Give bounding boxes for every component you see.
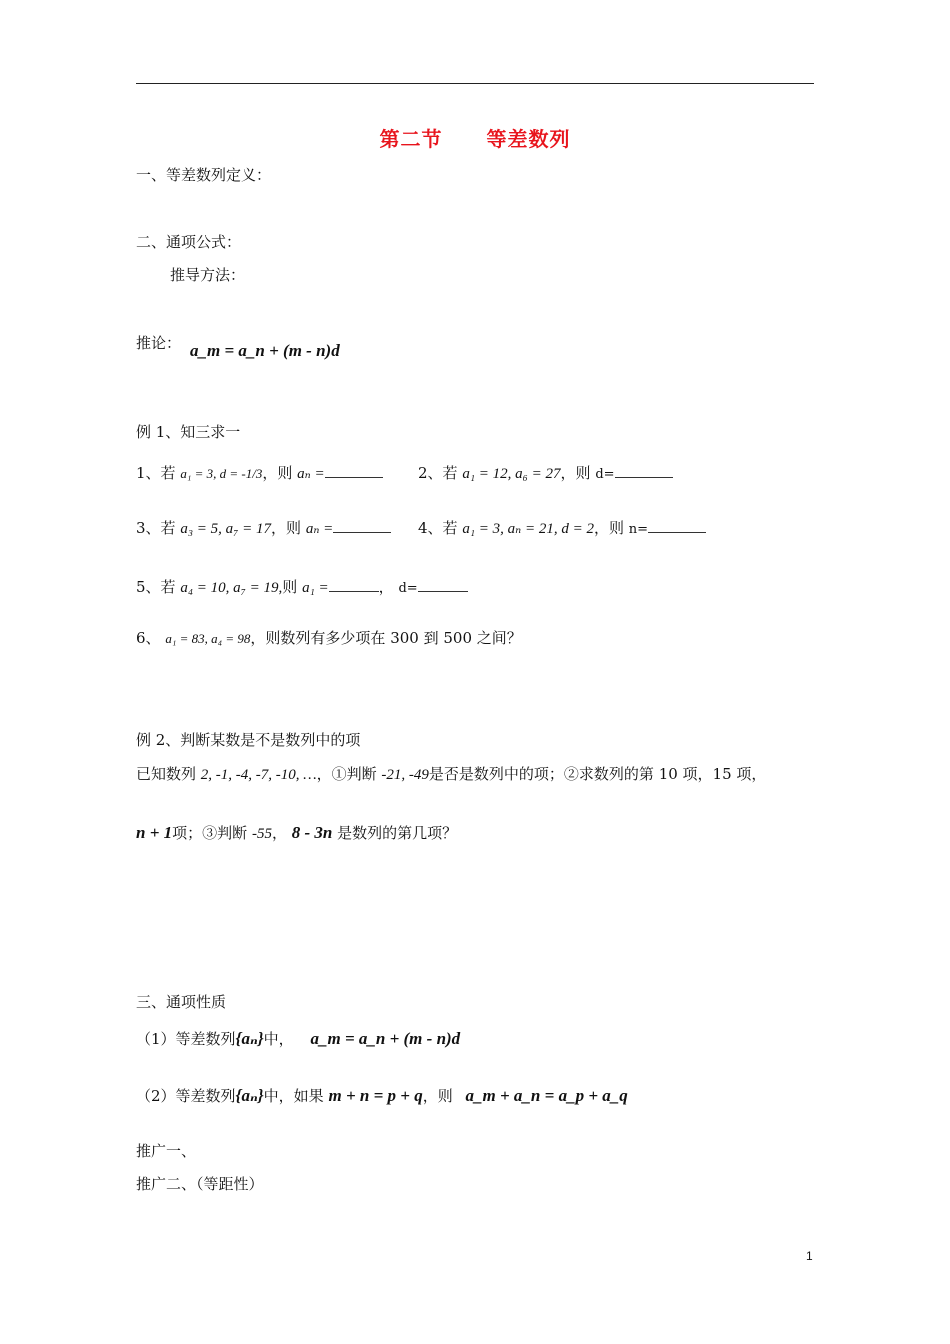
- p1-label: （1）等差数列: [136, 1030, 236, 1048]
- question-2: [418, 462, 673, 483]
- ex2-expr-n-plus-1: n + 1: [136, 823, 173, 842]
- q1-target: aₙ =: [297, 466, 325, 482]
- example1-title: 例 1、知三求一: [136, 423, 241, 441]
- q2-condition: a₁ = 12, a₆ = 27: [462, 466, 561, 482]
- q3-target: aₙ =: [305, 521, 334, 537]
- q3-answer-blank: [333, 520, 391, 533]
- ex2-term-text: 项；③判断: [172, 824, 248, 842]
- header-rule: [136, 83, 814, 84]
- p2-then: ，则: [422, 1087, 453, 1105]
- question-6: [136, 627, 522, 648]
- q6-text: ，则数列有多少项在 300 到 500 之间？: [250, 629, 522, 647]
- q5-label: 5、若: [136, 578, 176, 596]
- q4-ask: ，则: [594, 519, 625, 537]
- title-topic: 等差数列: [486, 127, 571, 151]
- p2-mid: 中，如果: [263, 1087, 324, 1105]
- corollary-formula-text: a_m = a_n + (m - n)d: [190, 341, 340, 360]
- q1-answer-blank: [325, 465, 383, 478]
- ex2-tail: 是否是数列中的项；②求数列的第 10 项，15 项，: [428, 765, 767, 783]
- q3-ask: ，则: [271, 519, 302, 537]
- example2-line-1: [136, 763, 766, 784]
- q2-ask: ，则: [560, 464, 591, 482]
- ex2-sep: ，: [271, 824, 287, 842]
- q1-condition: a₁ = 3, d = -1/3: [180, 466, 263, 481]
- question-3: [136, 517, 391, 538]
- ex2-question: 是数列的第几项？: [337, 824, 458, 842]
- q5-answer-blank-2: [418, 579, 468, 592]
- q1-label: 1、若: [136, 464, 176, 482]
- p1-mid: 中，: [263, 1030, 294, 1048]
- q4-condition: a₁ = 3, aₙ = 21, d = 2: [462, 521, 594, 537]
- q5-ask: 则: [282, 578, 298, 596]
- p1-formula: a_m = a_n + (m - n)d: [310, 1029, 461, 1048]
- page-number: 1: [806, 1249, 813, 1263]
- question-5: 5、若 a₄ = 10, a₇ = 19,则 a₁ = ， d=: [136, 576, 468, 597]
- q5-condition: a₄ = 10, a₇ = 19,: [180, 580, 283, 596]
- p1-set: {aₙ}: [235, 1029, 264, 1048]
- q2-answer-blank: [615, 465, 673, 478]
- ex2-sequence: 2, -1, -4, -7, -10, …: [200, 767, 317, 783]
- example2-title: 例 2、判断某数是不是数列中的项: [136, 731, 361, 749]
- section-properties: 三、通项性质: [136, 993, 227, 1011]
- corollary-label: 推论：: [136, 334, 182, 352]
- p2-condition: m + n = p + q: [328, 1086, 423, 1105]
- q2-label: 2、若: [418, 464, 458, 482]
- question-4: [418, 517, 706, 538]
- q3-label: 3、若: [136, 519, 176, 537]
- corollary-formula: [190, 341, 340, 361]
- derivation-method: 推导方法：: [170, 266, 246, 284]
- ex2-judge: ，①判断: [316, 765, 377, 783]
- ex2-num-55: -55: [251, 826, 272, 842]
- q4-target: n=: [628, 522, 649, 537]
- q6-condition: a₁ = 83, a₄ = 98: [165, 631, 251, 646]
- section-definition: 一、等差数列定义：: [136, 166, 272, 184]
- q4-answer-blank: [648, 520, 706, 533]
- q4-label: 4、若: [418, 519, 458, 537]
- q6-label: 6、: [136, 629, 161, 647]
- q5-target-2: d=: [398, 581, 418, 596]
- section-general-term: 二、通项公式：: [136, 233, 242, 251]
- q5-answer-blank-1: [329, 579, 379, 592]
- title-section: 第二节: [379, 127, 443, 151]
- p2-formula: a_m + a_n = a_p + a_q: [465, 1086, 628, 1105]
- property-2: [136, 1085, 628, 1106]
- example2-line-2: [136, 822, 457, 843]
- property-1: [136, 1028, 460, 1049]
- q1-ask: ，则: [262, 464, 293, 482]
- q5-target: a₁ =: [302, 580, 329, 596]
- ex2-intro: 已知数列: [136, 765, 197, 783]
- p2-set: {aₙ}: [235, 1086, 264, 1105]
- q3-condition: a₃ = 5, a₇ = 17: [180, 521, 272, 537]
- extension-2: 推广二、（等距性）: [136, 1175, 264, 1193]
- ex2-expr-8-3n: 8 - 3n: [291, 823, 333, 842]
- page-title: [0, 123, 950, 152]
- p2-label: （2）等差数列: [136, 1087, 236, 1105]
- extension-1: 推广一、: [136, 1142, 197, 1160]
- q2-target: d=: [595, 467, 615, 482]
- question-1: [136, 462, 383, 483]
- ex2-numbers: -21, -49: [381, 767, 429, 783]
